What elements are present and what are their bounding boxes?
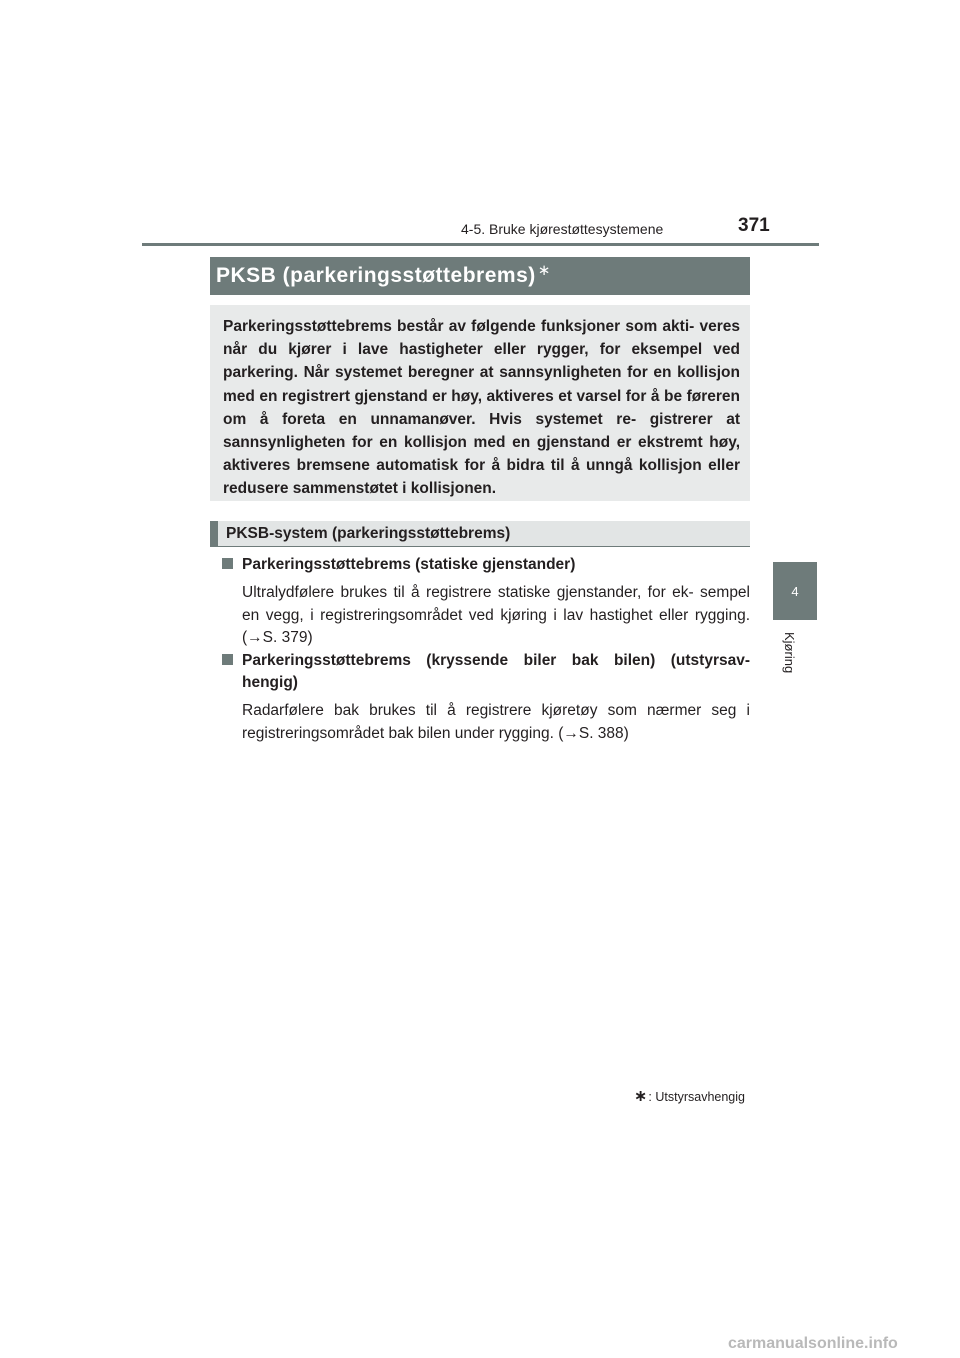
footnote-text: : Utstyrsavhengig: [648, 1090, 745, 1104]
item-body: Radarfølere bak brukes til å registrere kjøretøy som nærmer seg i registreringsområdet bak bilen under rygging. (→S. 388): [242, 702, 750, 742]
section-header: 4-5. Bruke kjørestøttesystemene: [461, 221, 664, 237]
item-body: Ultralydfølere brukes til å registrere statiske gjenstander, for ek- sempel en vegg, i registreringsområdet ved kjøring i lav hastighet eller rygging. (→S. 379): [242, 584, 750, 646]
subheading-text: PKSB-system (parkeringsstøttebrems): [226, 524, 511, 542]
chapter-tab: [773, 562, 817, 620]
watermark: carmanualsonline.info: [728, 1335, 898, 1352]
footnote-asterisk: ∗: [634, 1088, 648, 1105]
intro-text: Parkeringsstøttebrems består av følgende funksjoner som akti- veres når du kjører i lave hastigheter eller rygger, for eksempel ved parkering. Når systemet beregner at sannsynligheten for en kollisjon med en registrert gjenstand er høy, aktiveres et varsel for å be føreren om å foreta en unnamanøver. Hvis systemet re- gistrerer at sannsynligheten for en kollisjon med en gjenstand er ekstremt høy, aktiveres bremsene automatisk for å bidra til å unngå kollisjon eller redusere sammenstøtet i kollisjonen.: [223, 318, 740, 498]
subheading-marker: [210, 521, 218, 547]
section-title-bar: [210, 257, 750, 295]
chapter-number: 4: [791, 583, 799, 599]
optional-equipment-asterisk: ∗: [537, 262, 551, 279]
item-title: Parkeringsstøttebrems (statiske gjenstander): [242, 556, 576, 573]
subheading-bar: [210, 521, 750, 547]
section-title: PKSB (parkeringsstøttebrems): [216, 264, 536, 287]
square-bullet-icon: [222, 654, 233, 665]
list-item: [222, 554, 750, 650]
page-number: 371: [738, 215, 770, 236]
footnote: [634, 1086, 745, 1106]
square-bullet-icon: [222, 558, 233, 569]
chapter-label: Kjøring: [782, 632, 797, 674]
header-rule: [142, 243, 819, 246]
intro-box: [210, 305, 750, 501]
list-item: [222, 650, 750, 745]
item-title: Parkeringsstøttebrems (kryssende biler bak bilen) (utstyrsav- hengig): [242, 652, 750, 691]
